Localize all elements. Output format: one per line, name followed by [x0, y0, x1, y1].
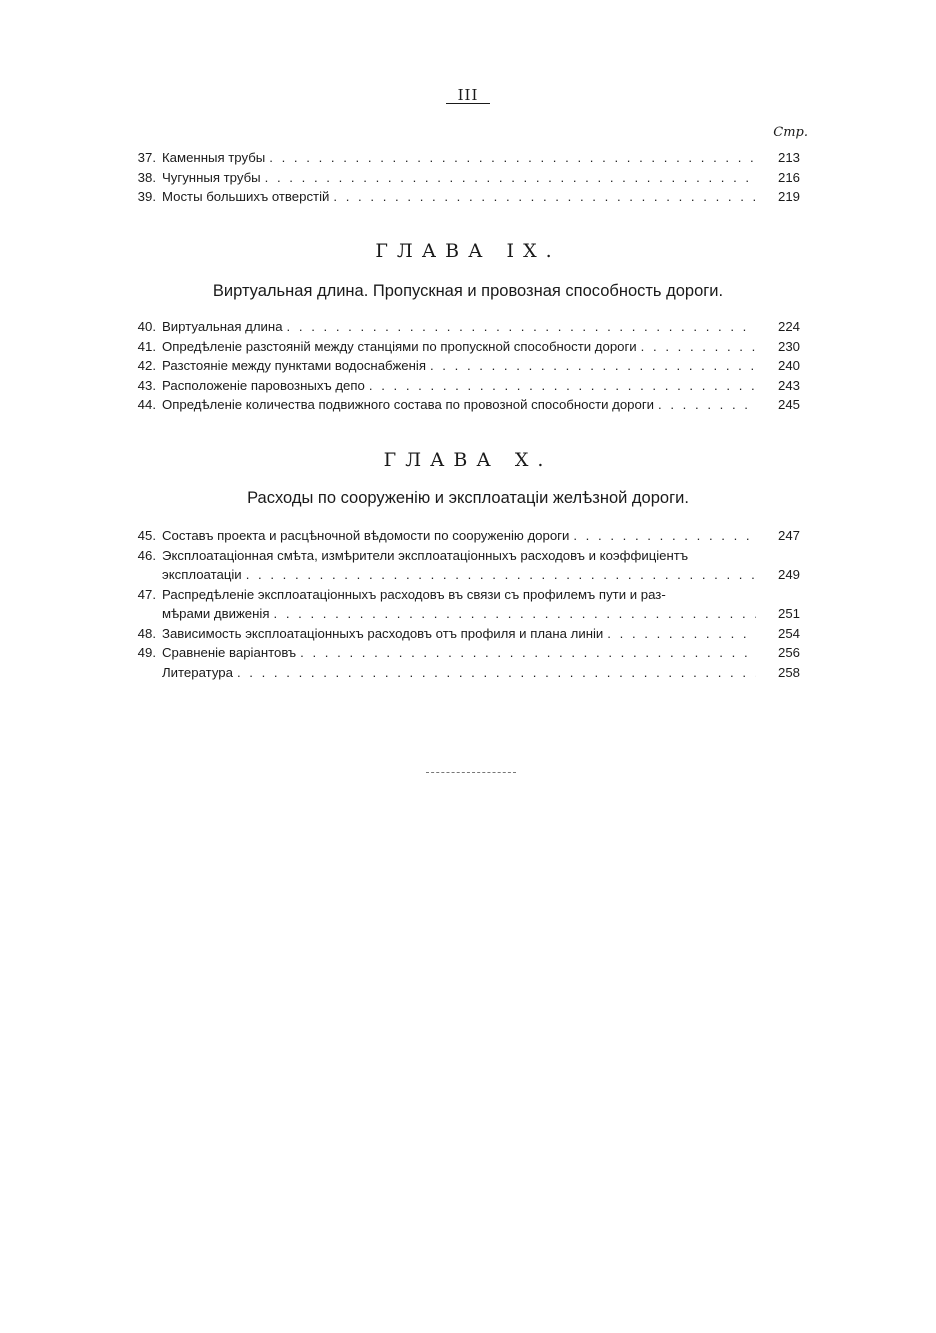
end-ornament-rule: [426, 772, 516, 775]
toc-entry-page: 245: [777, 397, 800, 412]
chapter-10-subtitle: Расходы по сооруженію и эксплоатаціи желѣзной дороги.: [247, 489, 689, 507]
toc-entry-number: 42.: [137, 358, 156, 373]
toc-entry-page: 240: [777, 358, 800, 373]
toc-entry-title: Каменныя трубы: [162, 148, 269, 168]
toc-entry-title: Опредѣленіе разстояній между станціями по пропускной способности дороги: [162, 337, 641, 357]
toc-entry-page: 230: [777, 338, 800, 354]
toc-entry-title: Расположеніе паровозныхъ депо: [162, 376, 369, 396]
toc-entry-46-line-2: [128, 565, 800, 585]
dot-leader: [269, 148, 756, 168]
toc-entry-page: 213: [777, 150, 800, 165]
toc-entry-39: [128, 187, 800, 207]
toc-entry-48: [128, 624, 800, 644]
toc-entry-49: [128, 643, 800, 663]
toc-entry-title: Опредѣленіе количества подвижного состава по провозной способности дороги: [162, 395, 658, 415]
toc-entry-number: 45.: [137, 528, 156, 543]
dot-leader: [300, 643, 756, 663]
toc-entry-page: 258: [777, 664, 800, 680]
toc-entry-number: 37.: [137, 150, 156, 165]
dot-leader: [658, 395, 756, 415]
toc-entry-40: [128, 317, 800, 337]
toc-entry-43: [128, 376, 800, 396]
toc-entry-literature: [128, 663, 800, 683]
toc-section-top: [128, 148, 800, 207]
toc-entry-number: 44.: [137, 397, 156, 412]
toc-entry-page: 243: [777, 377, 800, 393]
toc-entry-37: [128, 148, 800, 168]
toc-entry-title: Эксплоатаціонная смѣта, измѣрители эксплоатаціонныхъ расходовъ и коэффиціентъ: [162, 546, 800, 566]
chapter-9-heading: ГЛАВА IX.: [375, 240, 561, 262]
toc-entry-page: 247: [777, 528, 800, 543]
toc-entry-44: [128, 395, 800, 415]
dot-leader: [246, 565, 756, 585]
toc-entry-title: Литература: [162, 663, 237, 683]
page-number: III: [457, 86, 479, 104]
toc-entry-number: 43.: [137, 377, 156, 393]
toc-entry-title: Мосты большихъ отверстій: [162, 187, 333, 207]
toc-entry-number: 49.: [137, 645, 156, 660]
dot-leader: [641, 337, 756, 357]
toc-entry-42: [128, 356, 800, 376]
toc-entry-number: 39.: [137, 189, 156, 204]
toc-entry-number: 41.: [137, 338, 156, 354]
dot-leader: [333, 187, 756, 207]
toc-entry-page: 224: [777, 319, 800, 334]
toc-entry-title-continued: эксплоатаціи: [162, 565, 246, 585]
toc-entry-title: Составъ проекта и расцѣночной вѣдомости по сооруженію дороги: [162, 526, 573, 546]
toc-entry-number: 47.: [137, 586, 156, 602]
toc-entry-title: Чугунныя трубы: [162, 168, 265, 188]
toc-entry-page: 249: [777, 567, 800, 582]
toc-section-chapter-9: [128, 317, 800, 415]
toc-entry-title: Разстояніе между пунктами водоснабженія: [162, 356, 430, 376]
toc-entry-title: Виртуальная длина: [162, 317, 287, 337]
toc-entry-number: 38.: [137, 169, 156, 185]
page-column-header: Стр.: [773, 125, 808, 140]
page-number-underline: [446, 103, 490, 104]
dot-leader: [265, 168, 756, 188]
toc-entry-47-line-2: [128, 604, 800, 624]
chapter-10-heading: ГЛАВА X.: [383, 449, 553, 471]
dot-leader: [573, 526, 756, 546]
dot-leader: [607, 624, 756, 644]
toc-entry-title: Сравненіе варіантовъ: [162, 643, 300, 663]
toc-section-chapter-10: [128, 526, 800, 682]
dot-leader: [287, 317, 756, 337]
toc-entry-46-line-1: [128, 546, 800, 566]
chapter-9-subtitle: Виртуальная длина. Пропускная и провозная способность дороги.: [212, 282, 724, 300]
toc-entry-number: 40.: [137, 319, 156, 334]
toc-entry-page: 216: [777, 169, 800, 185]
toc-entry-45: [128, 526, 800, 546]
dot-leader: [237, 663, 756, 683]
toc-entry-number: 48.: [137, 625, 156, 641]
toc-entry-number: 46.: [137, 547, 156, 563]
toc-entry-47-line-1: [128, 585, 800, 605]
toc-entry-title: Распредѣленіе эксплоатаціонныхъ расходовъ въ связи съ профилемъ пути и раз-: [162, 585, 756, 605]
toc-entry-title-continued: мѣрами движенія: [162, 604, 274, 624]
toc-entry-title: Зависимость эксплоатаціонныхъ расходовъ отъ профиля и плана линіи: [162, 624, 607, 644]
toc-entry-41: [128, 337, 800, 357]
toc-entry-page: 256: [777, 645, 800, 660]
toc-entry-38: [128, 168, 800, 188]
toc-entry-page: 219: [777, 189, 800, 204]
toc-entry-page: 251: [777, 606, 800, 621]
dot-leader: [274, 604, 757, 624]
dot-leader: [430, 356, 756, 376]
dot-leader: [369, 376, 756, 396]
toc-entry-page: 254: [777, 625, 800, 641]
